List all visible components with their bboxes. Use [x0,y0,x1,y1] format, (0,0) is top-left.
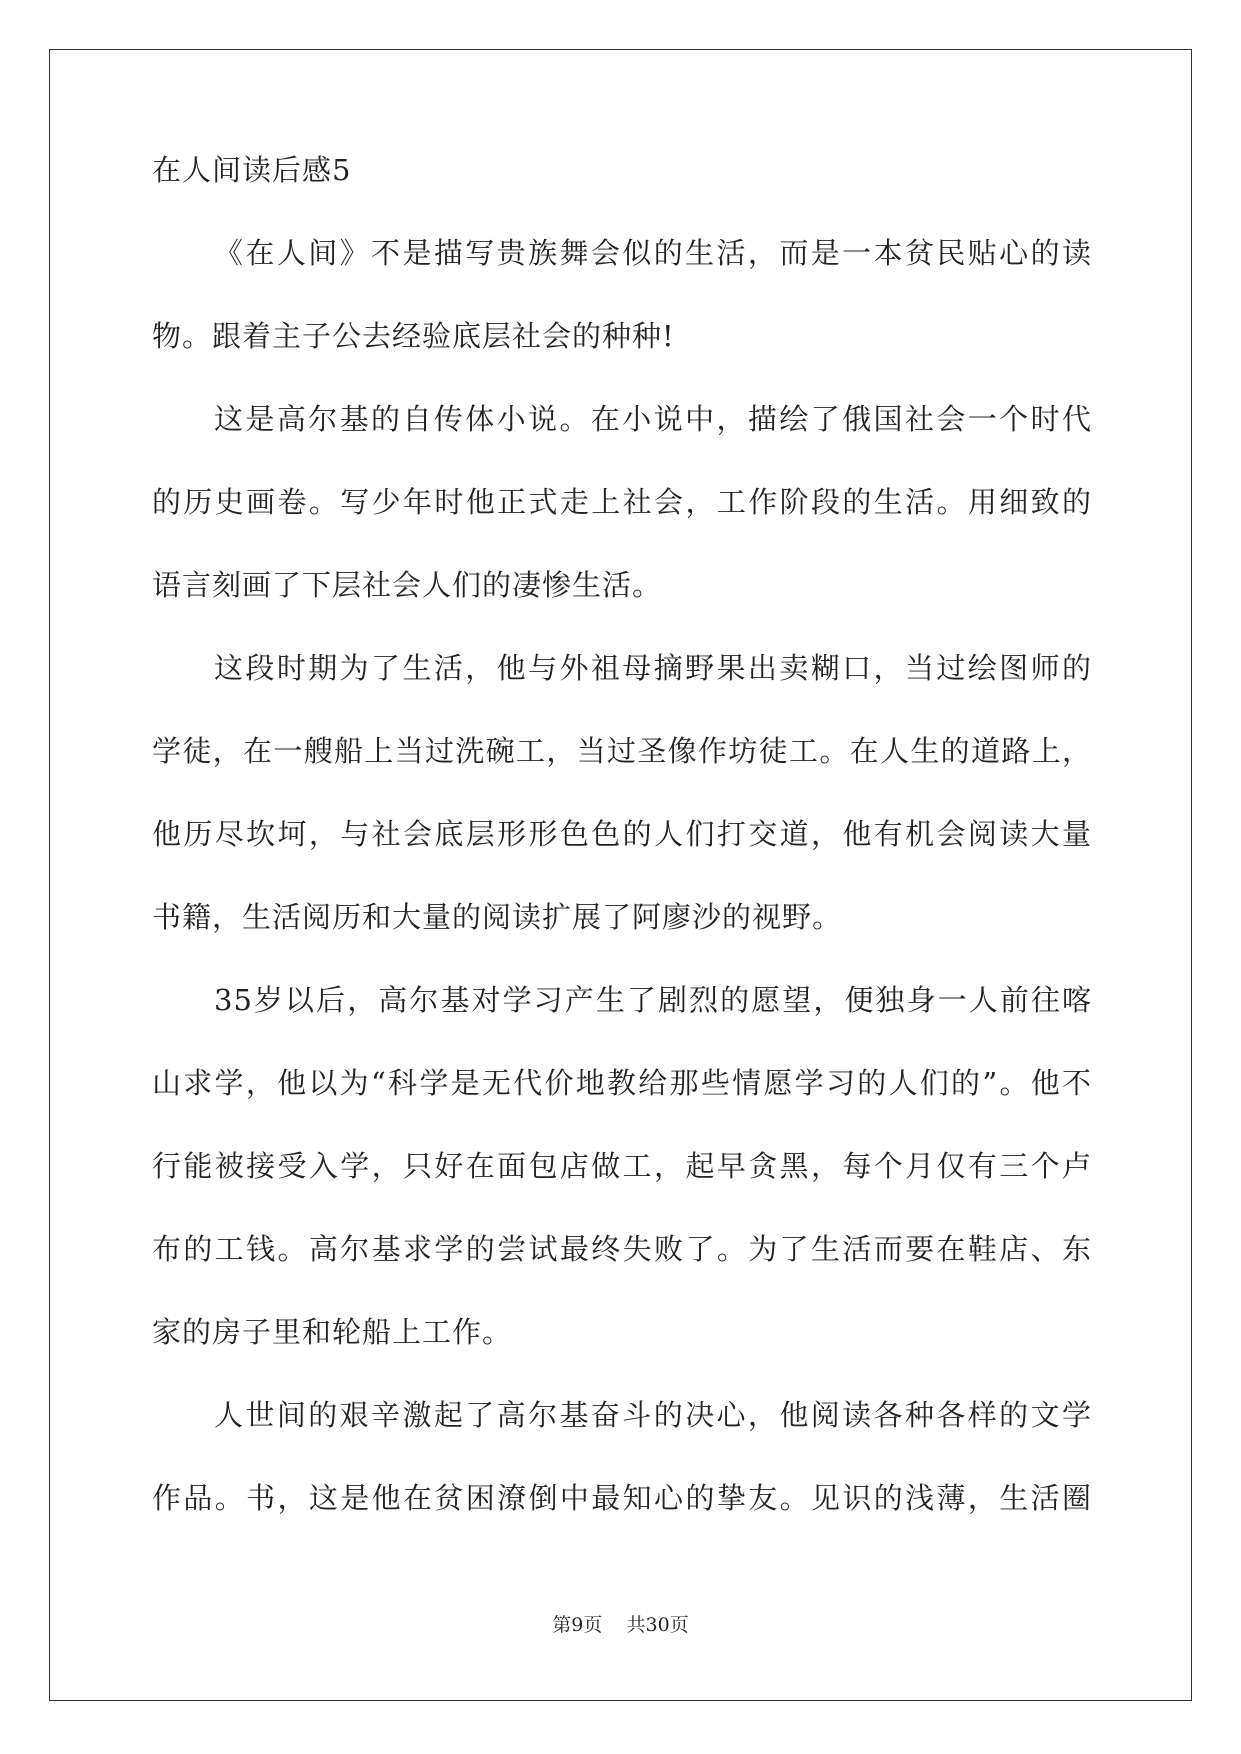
page-number: 第9页 [552,1614,603,1636]
document-body [152,150,1092,1561]
document-title: 在人间读后感5 [152,153,352,187]
page-total: 共30页 [626,1614,689,1636]
text-line: 物。跟着主子公去经验底层社会的种种! [152,319,675,353]
text-line: 35岁以后，高尔基对学习产生了剧烈的愿望，便独身一人前往喀 [214,983,1092,1017]
text-line: 这是高尔基的自传体小说。在小说中，描绘了俄国社会一个时代 [214,402,1092,436]
text-line: 学徒，在一艘船上当过洗碗工，当过圣像作坊徒工。在人生的道路上， [152,734,1092,768]
text-line: 行能被接受入学，只好在面包店做工，起早贪黑，每个月仅有三个卢 [152,1149,1092,1183]
text-line: 人世间的艰辛激起了高尔基奋斗的决心，他阅读各种各样的文学 [214,1398,1092,1432]
text-line: 《在人间》不是描写贵族舞会似的生活，而是一本贫民贴心的读 [214,236,1092,270]
text-line: 他历尽坎坷，与社会底层形形色色的人们打交道，他有机会阅读大量 [152,817,1092,851]
text-line: 语言刻画了下层社会人们的凄惨生活。 [152,568,663,602]
text-line: 这段时期为了生活，他与外祖母摘野果出卖糊口，当过绘图师的 [214,651,1092,685]
text-line: 布的工钱。高尔基求学的尝试最终失败了。为了生活而要在鞋店、东 [152,1232,1092,1266]
text-line: 山求学，他以为“科学是无代价地教给那些情愿学习的人们的”。他不 [152,1066,1092,1100]
text-line: 家的房子里和轮船上工作。 [152,1315,513,1349]
text-line: 的历史画卷。写少年时他正式走上社会，工作阶段的生活。用细致的 [152,485,1092,519]
page-footer [0,1613,1241,1637]
text-line: 书籍，生活阅历和大量的阅读扩展了阿廖沙的视野。 [152,900,843,934]
text-line: 作品。书，这是他在贫困潦倒中最知心的挚友。见识的浅薄，生活圈 [152,1481,1092,1515]
